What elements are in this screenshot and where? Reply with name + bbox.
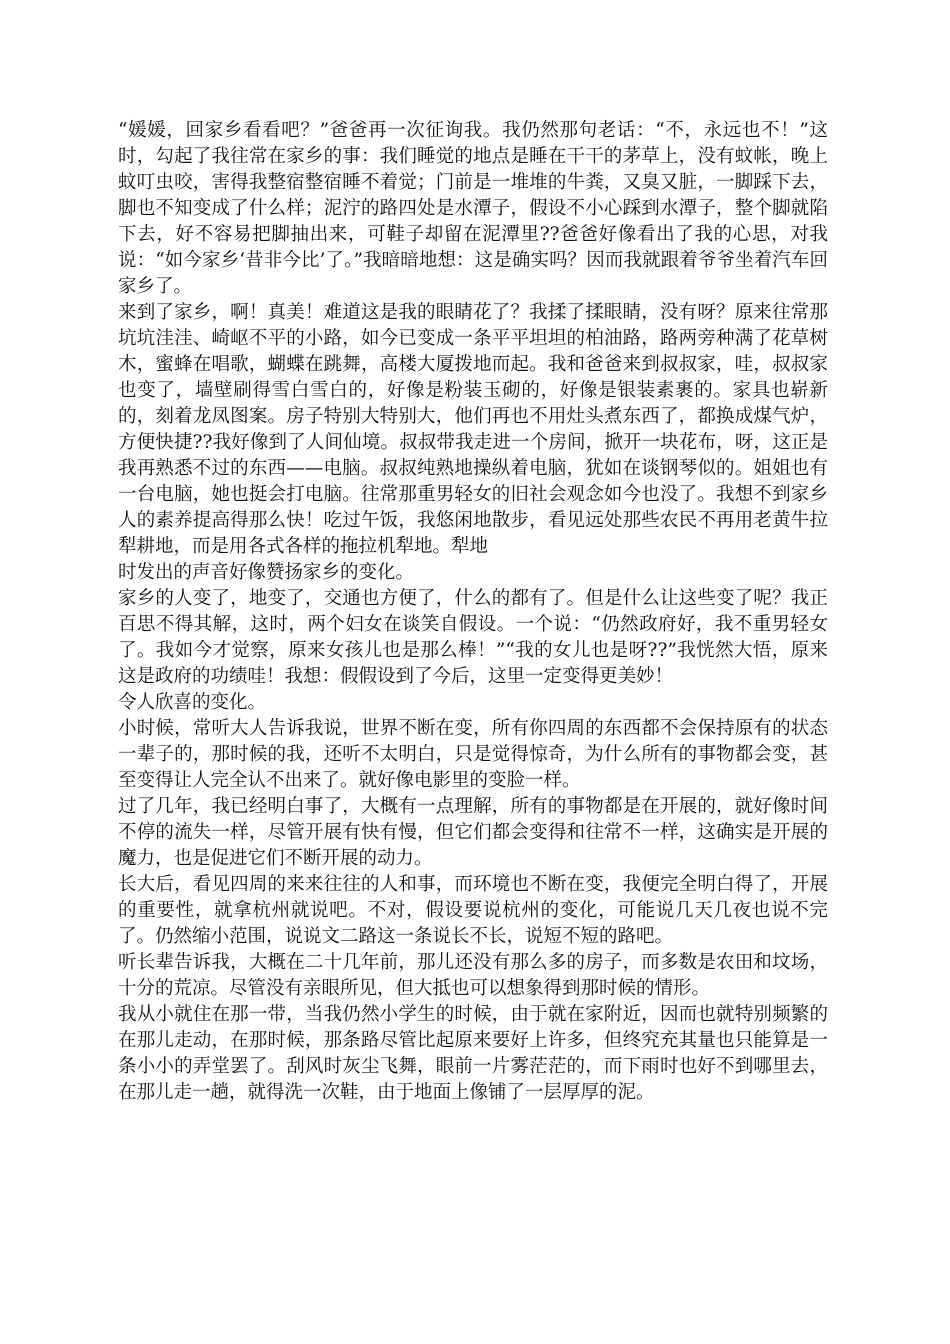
document-body (118, 118, 828, 1106)
paragraph: 听长辈告诉我，大概在二十几年前，那儿还没有那么多的房子，而多数是农田和坟场，十分的荒凉。尽管没有亲眼所见，但大抵也可以想象得到那时候的情形。 (118, 952, 828, 999)
paragraph: 长大后，看见四周的来来往往的人和事，而环境也不断在变，我便完全明白得了，开展的重要性，就拿杭州就说吧。不对，假设要说杭州的变化，可能说几天几夜也说不完了。仍然缩小范围，说说文二路这一条说长不长，说短不短的路吧。 (118, 874, 828, 947)
paragraph: 家乡的人变了，地变了，交通也方便了，什么的都有了。但是什么让这些变了呢？我正百思不得其解，这时，两个妇女在谈笑自假设。一个说：“仍然政府好，我不重男轻女了。我如今才觉察，原来女孩儿也是那么棒！”“我的女儿也是呀??”我恍然大悟，原来这是政府的功绩哇！我想：假假设到了今后，这里一定变得更美妙！ (118, 588, 828, 687)
paragraph: 我从小就住在那一带，当我仍然小学生的时候，由于就在家附近，因而也就特别频繁的在那儿走动，在那时候，那条路尽管比起原来要好上许多，但终究充其量也只能算是一条小小的弄堂罢了。刮风时灰尘飞舞，眼前一片雾茫茫的，而下雨时也好不到哪里去，在那儿走一趟，就得洗一次鞋，由于地面上像铺了一层厚厚的泥。 (118, 1004, 828, 1103)
paragraph: 小时候，常听大人告诉我说，世界不断在变，所有你四周的东西都不会保持原有的状态一辈子的，那时候的我，还听不太明白，只是觉得惊奇，为什么所有的事物都会变，甚至变得让人完全认不出来了。就好像电影里的变脸一样。 (118, 718, 828, 791)
paragraph: 过了几年，我已经明白事了，大概有一点理解，所有的事物都是在开展的，就好像时间不停的流失一样，尽管开展有快有慢，但它们都会变得和往常不一样，这确实是开展的魔力，也是促进它们不断开展的动力。 (118, 796, 828, 869)
paragraph: 时发出的声音好像赞扬家乡的变化。 (118, 562, 415, 583)
paragraph: 来到了家乡，啊！真美！难道这是我的眼睛花了？我揉了揉眼睛，没有呀？原来往常那坑坑洼洼、崎岖不平的小路，如今已变成一条平平坦坦的柏油路，路两旁种满了花草树木，蜜蜂在唱歌，蝴蝶在跳舞，高楼大厦拨地而起。我和爸爸来到叔叔家，哇，叔叔家也变了，墙壁刷得雪白雪白的，好像是粉装玉砌的，好像是银装素裹的。家具也崭新的，刻着龙凤图案。房子特别大特别大，他们再也不用灶头煮东西了，都换成煤气炉，方便快捷??我好像到了人间仙境。叔叔带我走进一个房间，掀开一块花布，呀，这正是我再熟悉不过的东西——电脑。叔叔纯熟地操纵着电脑，犹如在谈钢琴似的。姐姐也有一台电脑，她也挺会打电脑。往常那重男轻女的旧社会观念如今也没了。我想不到家乡人的素养提高得那么快！吃过午饭，我悠闲地散步，看见远处那些农民不再用老黄牛拉犁耕地，而是用各式各样的拖拉机犁地。犁地 (118, 302, 828, 557)
paragraph: “媛媛，回家乡看看吧？”爸爸再一次征询我。我仍然那句老话：“不，永远也不！”这时，勾起了我往常在家乡的事：我们睡觉的地点是睡在干干的茅草上，没有蚊帐，晚上蚊叮虫咬，害得我整宿整宿睡不着觉；门前是一堆堆的牛粪，又臭又脏，一脚踩下去，脚也不知变成了什么样；泥泞的路四处是水潭子，假设不小心踩到水潭子，整个脚就陷下去，好不容易把脚抽出来，可鞋子却留在泥潭里??爸爸好像看出了我的心思，对我说：“如今家乡‘昔非今比’了。”我暗暗地想：这是确实吗？因而我就跟着爷爷坐着汽车回家乡了。 (118, 120, 828, 297)
paragraph: 令人欣喜的变化。 (118, 692, 267, 713)
